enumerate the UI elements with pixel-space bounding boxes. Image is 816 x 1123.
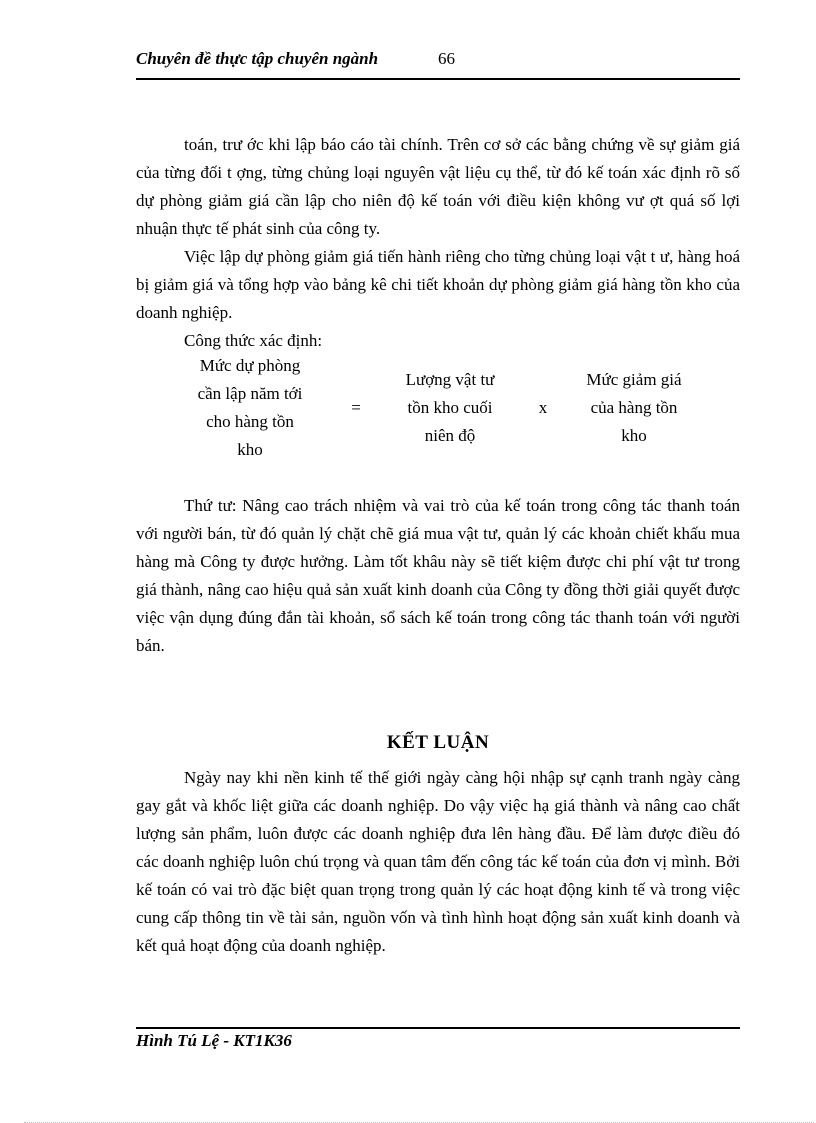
header-divider [136, 78, 740, 80]
formula-term-2-line: Mức giảm giá [586, 370, 682, 389]
page-number: 66 [438, 49, 455, 68]
paragraph-1: toán, trư ớc khi lập báo cáo tài chính. Trên cơ sở các bằng chứng về sự giảm giá của từng đối t ợng, từng chủng loại nguyên vật liệu cụ thể, từ đó kế toán xác định rõ số dự phòng giảm giá cần lập cho niên độ kế toán với điều kiện không vư ợt quá số lợi nhuận thực tế phát sinh của công ty. [136, 135, 740, 238]
formula-term-1-line: niên độ [424, 426, 476, 445]
paragraph-3: Thứ tư: Nâng cao trách nhiệm và vai trò của kế toán trong công tác thanh toán với người bán, từ đó quản lý chặt chẽ giá mua vật tư, quản lý các khoản chiết khấu mua hàng mà Công ty được hưởng. Làm tốt khâu này sẽ tiết kiệm được chi phí vật tư trong giá thành, nâng cao hiệu quả sản xuất kinh doanh của Công ty đồng thời giải quyết được việc vận dụng đúng đắn tài khoản, sổ sách kế toán trong công tác thanh toán với người bán. [136, 496, 740, 655]
formula-term-2 [564, 366, 704, 450]
formula-term-1-line: Lượng vật tư [405, 370, 495, 389]
formula-label: Công thức xác định: [184, 331, 323, 350]
conclusion-paragraph: Ngày nay khi nền kinh tế thế giới ngày càng hội nhập sự cạnh tranh ngày càng gay gắt và khốc liệt giữa các doanh nghiệp. Do vậy việc hạ giá thành và nâng cao chất lượng sản phẩm, luôn được các doanh nghiệp đưa lên hàng đầu. Để làm được điều đó các doanh nghiệp luôn chú trọng và quan tâm đến công tác kế toán của đơn vị mình. Bởi kế toán có vai trò đặc biệt quan trọng trong quản lý các hoạt động kinh tế và trong việc cung cấp thông tin về tài sản, nguồn vốn và tình hình hoạt động sản xuất kinh doanh và kết quả hoạt động của doanh nghiệp. [136, 768, 740, 955]
formula-lhs-line: Mức dự phòng [199, 356, 301, 375]
formula-term-2-line: của hàng tồn [590, 398, 678, 417]
footer-author: Hình Tú Lệ - KT1K36 [136, 1031, 292, 1050]
formula-block [136, 352, 740, 464]
formula-times: x [538, 398, 548, 417]
page-header [136, 48, 740, 74]
footer-divider [136, 1027, 740, 1029]
formula-term-1 [380, 366, 520, 450]
body-text-section-1 [136, 131, 740, 355]
conclusion-text [136, 764, 740, 960]
formula-lhs-line: kho [237, 440, 263, 459]
body-text-section-2 [136, 492, 740, 660]
formula-lhs [166, 352, 334, 464]
paragraph-2: Việc lập dự phòng giảm giá tiến hành riêng cho từng chủng loại vật t ư, hàng hoá bị giảm giá và tổng hợp vào bảng kê chi tiết khoản dự phòng giảm giá hàng tồn kho của doanh nghiệp. [136, 247, 740, 322]
section-heading: KẾT LUẬN [386, 732, 490, 753]
formula-equals: = [351, 398, 361, 417]
formula-term-1-line: tồn kho cuối [407, 398, 493, 417]
formula-term-2-line: kho [621, 426, 647, 445]
formula-lhs-line: cho hàng tồn [206, 412, 294, 431]
formula-lhs-line: cần lập năm tới [197, 384, 303, 403]
document-title: Chuyên đề thực tập chuyên ngành [136, 49, 379, 68]
